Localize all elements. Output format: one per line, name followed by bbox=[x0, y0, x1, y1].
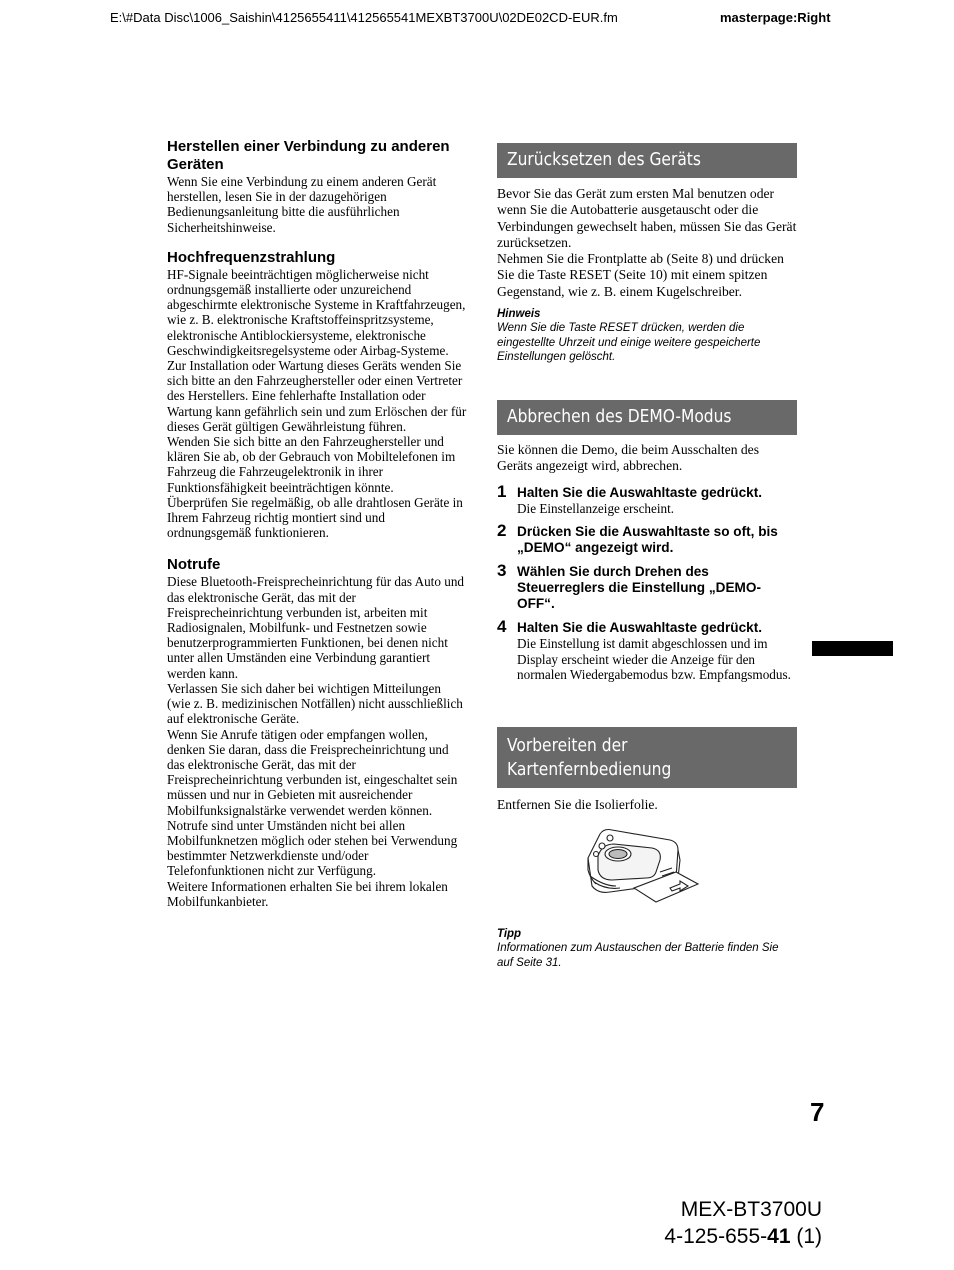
step-number: 1 bbox=[497, 481, 507, 501]
heading-rf: Hochfrequenzstrahlung bbox=[167, 248, 336, 266]
part-number-suffix: (1) bbox=[790, 1225, 822, 1248]
chapter-tab-marker bbox=[812, 641, 893, 656]
demo-block bbox=[497, 442, 797, 683]
paragraph-emergency-5: Weitere Informationen erhalten Sie bei ihrem lokalen Mobilfunkanbieter. bbox=[167, 878, 448, 909]
paragraph-remote-intro: Entfernen Sie die Isolierfolie. bbox=[497, 797, 658, 812]
note-text: Wenn Sie die Taste RESET drücken, werden die eingestellte Uhrzeit und einige weitere gespeicherte Einstellungen gelöscht. bbox=[497, 322, 761, 364]
model-info bbox=[662, 1196, 822, 1250]
step-title: Drücken Sie die Auswahltaste so oft, bis „DEMO“ angezeigt wird. bbox=[517, 524, 778, 556]
section-header-remote bbox=[497, 727, 797, 788]
step-4 bbox=[497, 617, 797, 683]
tip-title: Tipp bbox=[497, 928, 522, 940]
paragraph-emergency-4: Notrufe sind unter Umständen nicht bei allen Mobilfunknetzen möglich oder stehen bei Verwendung bestimmter Netzwerkdienste und/oder Telefonfunktionen nicht zur Verfügung. bbox=[167, 817, 458, 879]
left-column bbox=[167, 138, 467, 909]
step-2 bbox=[497, 521, 797, 556]
reset-block bbox=[497, 186, 797, 365]
heading-emergency: Notrufe bbox=[167, 556, 221, 574]
step-number: 4 bbox=[497, 617, 507, 637]
paragraph-rf-3: Überprüfen Sie regelmäßig, ob alle drahtlosen Geräte in Ihrem Fahrzeug richtig montiert sind und ordnungsgemäß funktionieren. bbox=[167, 494, 463, 541]
step-number: 2 bbox=[497, 521, 507, 541]
file-path: E:\#Data Disc\1006_Saishin\4125655411\412565541MEXBT3700U\02DE02CD-EUR.fm bbox=[110, 10, 618, 25]
part-number-prefix: 4-125-655- bbox=[664, 1225, 768, 1248]
paragraph-reset-1: Bevor Sie das Gerät zum ersten Mal benutzen oder wenn Sie die Autobatterie ausgetauscht oder die Verbindungen gewechselt haben, müssen Sie das Gerät zurücksetzen. bbox=[497, 186, 797, 250]
masterpage-label: masterpage:Right bbox=[720, 10, 831, 25]
step-title: Halten Sie die Auswahltaste gedrückt. bbox=[517, 620, 763, 636]
section-header-reset bbox=[497, 143, 797, 178]
step-title: Wählen Sie durch Drehen des Steuerreglers die Einstellung „DEMO-OFF“. bbox=[517, 564, 761, 612]
page-number: 7 bbox=[810, 1097, 825, 1127]
section-title-demo: Abbrechen des DEMO-Modus bbox=[507, 406, 732, 427]
section-header-demo bbox=[497, 400, 797, 435]
step-desc: Die Einstellung ist damit abgeschlossen und im Display erscheint wieder die Anzeige für den normalen Wiedergabemodus bzw. Empfangsmodus. bbox=[517, 636, 791, 683]
paragraph-connection: Wenn Sie eine Verbindung zu einem anderen Gerät herstellen, lesen Sie in der dazugehörigen Bedienungsanleitung bitte die ausführlichen Sicherheitshinweise. bbox=[167, 174, 437, 235]
step-title: Halten Sie die Auswahltaste gedrückt. bbox=[517, 484, 763, 500]
model-name: MEX-BT3700U bbox=[680, 1198, 822, 1221]
step-number: 3 bbox=[497, 561, 507, 581]
step-1 bbox=[497, 481, 797, 517]
section-title-remote-line1: Vorbereiten der bbox=[507, 735, 628, 756]
card-remote-illustration bbox=[580, 826, 710, 908]
paragraph-emergency-2: Verlassen Sie sich daher bei wichtigen Mitteilungen (wie z. B. medizinischen Notfällen) nicht ausschließlich auf elektronische Geräte. bbox=[167, 680, 463, 727]
step-desc: Die Einstellanzeige erscheint. bbox=[517, 500, 675, 516]
part-number bbox=[662, 1223, 822, 1250]
note-title: Hinweis bbox=[497, 308, 541, 321]
paragraph-emergency-1: Diese Bluetooth-Freisprecheinrichtung für das Auto und das elektronische Gerät, das mit der Freisprecheinrichtung verbunden ist, arbeiten mit Radiosignalen, Mobilfunk- und Festnetzen sowie benutzerprogrammierten Funktionen, bei denen nicht unter allen Umständen eine Verbindung garantiert werden kann. bbox=[167, 574, 465, 681]
paragraph-rf-1: HF-Signale beeinträchtigen möglicherweise nicht ordnungsgemäß installierte oder unzureichend abgeschirmte elektronische Systeme in Kraftfahrzeugen, wie z. B. elektronische Kraftstoffeinspritzsysteme, elektronische Antiblockiersysteme, elektronische Geschwindigkeitsregelsysteme oder Airbag-Systeme. Zur Installation oder Wartung dieses Geräts wenden Sie sich bitte an den Fahrzeughersteller oder einen Vertreter des Herstellers. Eine fehlerhafte Installation oder Wartung kann gefährlich sein und zum Erlöschen der für dieses Gerät gültigen Gewährleistung führen. bbox=[167, 266, 467, 434]
paragraph-reset-2: Nehmen Sie die Frontplatte ab (Seite 8) und drücken Sie die Taste RESET (Seite 10) mit einem spitzen Gegenstand, wie z. B. einem Kugelschreiber. bbox=[497, 251, 784, 299]
heading-connection: Herstellen einer Verbindung zu anderen Geräten bbox=[167, 138, 450, 173]
section-title-remote-line2: Kartenfernbedienung bbox=[507, 759, 672, 780]
remote-block bbox=[497, 797, 797, 813]
tip-text: Informationen zum Austauschen der Batterie finden Sie auf Seite 31. bbox=[497, 942, 779, 969]
paragraph-rf-2: Wenden Sie sich bitte an den Fahrzeughersteller und klären Sie ab, ob der Gebrauch von Mobiltelefonen im Fahrzeug die Fahrzeugelektronik in ihrer Funktionsfähigkeit beeinträchtigen könnte. bbox=[167, 434, 456, 495]
step-3 bbox=[497, 561, 797, 612]
part-number-bold: 41 bbox=[767, 1225, 791, 1248]
section-title-reset: Zurücksetzen des Geräts bbox=[507, 149, 701, 170]
paragraph-demo-intro: Sie können die Demo, die beim Ausschalten des Geräts angezeigt wird, abbrechen. bbox=[497, 442, 760, 474]
paragraph-emergency-3: Wenn Sie Anrufe tätigen oder empfangen wollen, denken Sie daran, dass die Freisprecheinrichtung und das elektronische Gerät, das mit der Freisprecheinrichtung verbunden ist, eingeschaltet sein müssen und nur in Gebieten mit ausreichender Mobilfunksignalstärke verwendet werden können. bbox=[167, 726, 458, 818]
tip-block bbox=[497, 927, 797, 970]
